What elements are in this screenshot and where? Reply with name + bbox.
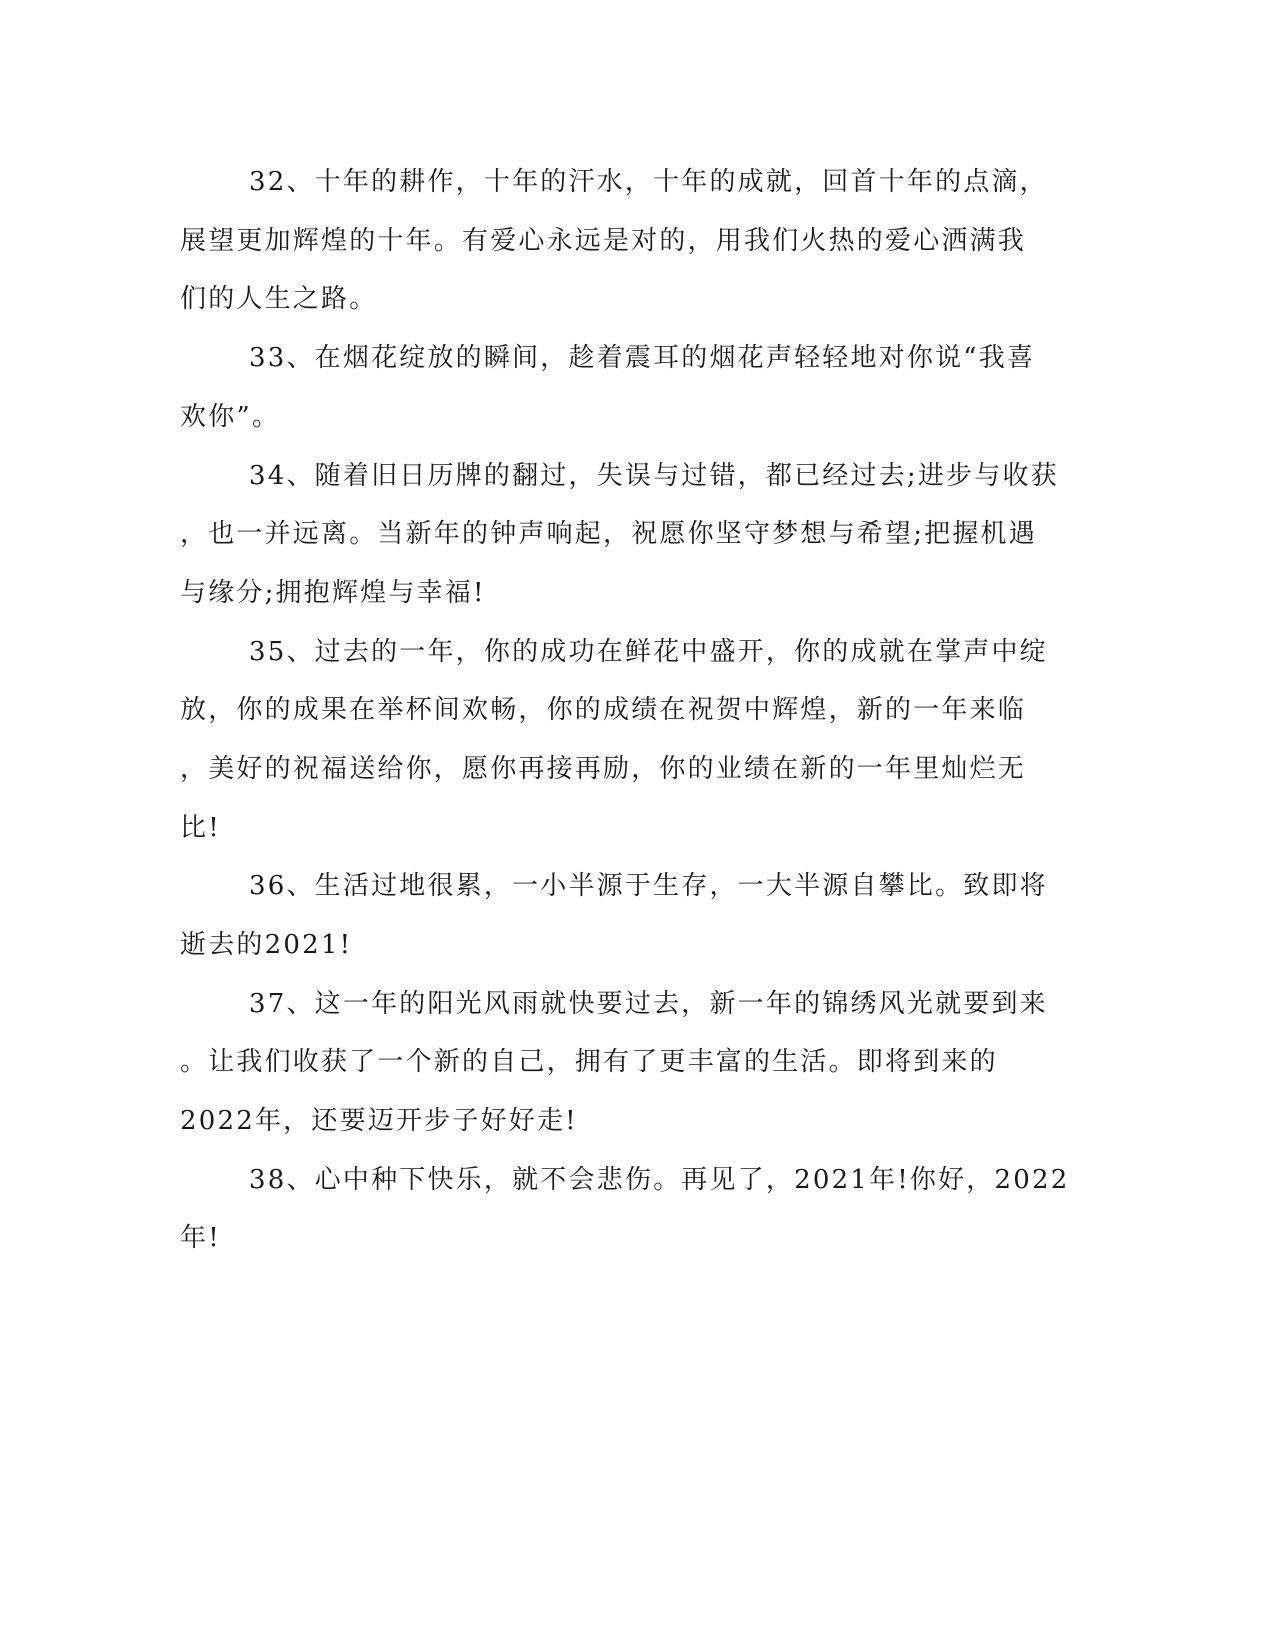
paragraph-34-line-2: ，也一并远离。当新年的钟声响起，祝愿你坚守梦想与希望;把握机遇: [180, 519, 1037, 549]
paragraph-35-line-4: 比!: [180, 813, 221, 843]
paragraph-32-line-3: 们的人生之路。: [180, 284, 378, 314]
paragraph-37-line-3: 2022年，还要迈开步子好好走!: [180, 1106, 578, 1136]
paragraph-35-line-3: ，美好的祝福送给你，愿你再接再励，你的业绩在新的一年里灿烂无: [180, 754, 1027, 784]
paragraph-38-line-1: 38、心中种下快乐，就不会悲伤。再见了，2021年!你好，2022: [249, 1165, 1070, 1195]
paragraph-33-line-2: 欢你”。: [180, 402, 281, 432]
paragraph-34-line-3: 与缘分;拥抱辉煌与幸福!: [180, 578, 486, 608]
paragraph-32-line-1: 32、十年的耕作，十年的汗水，十年的成就，回首十年的点滴，: [249, 167, 1048, 197]
paragraph-36-line-2: 逝去的2021!: [180, 930, 353, 960]
paragraph-32-line-2: 展望更加辉煌的十年。有爱心永远是对的，用我们火热的爱心洒满我: [180, 226, 1027, 256]
paragraph-37-line-2: 。让我们收获了一个新的自己，拥有了更丰富的生活。即将到来的: [180, 1047, 998, 1077]
paragraph-38-line-2: 年!: [180, 1223, 221, 1253]
paragraph-35-line-2: 放，你的成果在举杯间欢畅，你的成绩在祝贺中辉煌，新的一年来临: [180, 695, 1027, 725]
paragraph-33-line-1: 33、在烟花绽放的瞬间，趁着震耳的烟花声轻轻地对你说“我喜: [249, 343, 1036, 373]
paragraph-36-line-1: 36、生活过地很累，一小半源于生存，一大半源自攀比。致即将: [249, 871, 1048, 901]
paragraph-34-line-1: 34、随着旧日历牌的翻过，失误与过错，都已经过去;进步与收获: [249, 461, 1059, 491]
paragraph-37-line-1: 37、这一年的阳光风雨就快要过去，新一年的锦绣风光就要到来: [249, 989, 1048, 1019]
paragraph-35-line-1: 35、过去的一年，你的成功在鲜花中盛开，你的成就在掌声中绽: [249, 637, 1048, 667]
